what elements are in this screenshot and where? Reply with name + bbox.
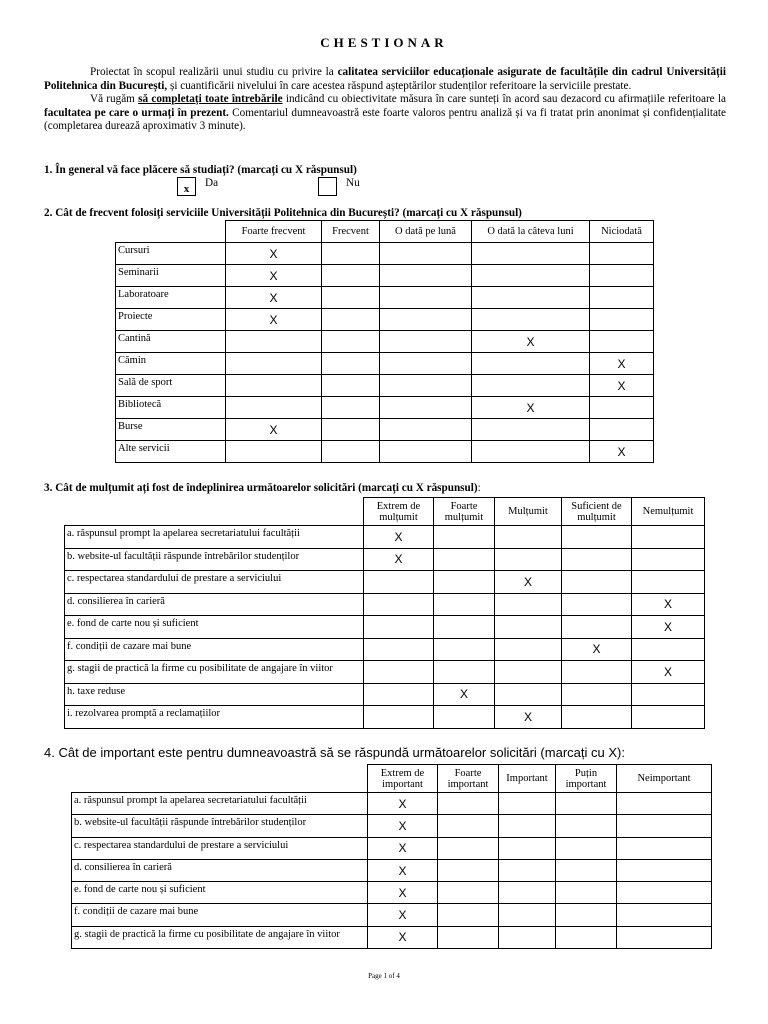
answer-cell[interactable] — [590, 243, 654, 265]
answer-cell[interactable]: X — [632, 616, 705, 639]
answer-cell[interactable]: X — [472, 397, 590, 419]
answer-cell[interactable] — [322, 265, 380, 287]
row-label: e. fond de carte nou și suficient — [65, 616, 364, 639]
answer-cell[interactable] — [499, 882, 556, 904]
answer-cell[interactable] — [556, 837, 617, 859]
table-row — [116, 441, 654, 463]
page-number: Page 1 of 4 — [368, 972, 400, 980]
answer-cell[interactable] — [380, 309, 472, 331]
answer-cell[interactable] — [380, 419, 472, 441]
answer-cell[interactable] — [472, 441, 590, 463]
answer-cell[interactable] — [617, 904, 712, 926]
answer-cell[interactable] — [495, 683, 562, 706]
answer-cell[interactable] — [617, 815, 712, 837]
answer-cell[interactable] — [472, 419, 590, 441]
answer-cell[interactable] — [562, 616, 632, 639]
table-row — [72, 882, 712, 904]
answer-cell[interactable]: X — [368, 926, 438, 948]
row-label: Sală de sport — [116, 375, 226, 397]
table-row — [72, 815, 712, 837]
column-header: Foarte frecvent — [226, 221, 322, 243]
answer-cell[interactable] — [322, 419, 380, 441]
table-row — [65, 548, 705, 571]
answer-cell[interactable] — [617, 837, 712, 859]
table-row — [72, 837, 712, 859]
answer-cell[interactable] — [562, 683, 632, 706]
answer-cell[interactable] — [556, 926, 617, 948]
row-label: h. taxe reduse — [65, 683, 364, 706]
column-header: Extrem de important — [368, 765, 438, 793]
row-label: a. răspunsul prompt la apelarea secretariatului facultății — [72, 793, 368, 815]
answer-cell[interactable]: X — [368, 882, 438, 904]
answer-cell[interactable] — [499, 815, 556, 837]
answer-cell[interactable] — [617, 859, 712, 881]
intro-paragraph-2 — [44, 93, 726, 134]
answer-cell[interactable] — [632, 638, 705, 661]
q2-frequency-table — [115, 220, 654, 463]
question-4-text: 4. Cât de important este pentru dumneavoastră să se răspundă următoarelor solicitări (marcați cu X): — [44, 745, 625, 760]
answer-cell[interactable] — [380, 353, 472, 375]
answer-cell[interactable] — [590, 419, 654, 441]
row-label: g. stagii de practică la firme cu posibilitate de angajare în viitor — [72, 926, 368, 948]
row-label: Burse — [116, 419, 226, 441]
answer-cell[interactable] — [226, 397, 322, 419]
answer-cell[interactable] — [434, 548, 495, 571]
answer-cell[interactable] — [434, 706, 495, 729]
answer-cell[interactable] — [495, 616, 562, 639]
answer-cell[interactable] — [364, 593, 434, 616]
table-row — [72, 904, 712, 926]
answer-cell[interactable] — [499, 926, 556, 948]
answer-cell[interactable] — [562, 593, 632, 616]
row-label: a. răspunsul prompt la apelarea secretariatului facultății — [65, 526, 364, 549]
answer-cell[interactable]: X — [472, 331, 590, 353]
intro-p2-a: Vă rugăm — [90, 93, 139, 105]
answer-cell[interactable]: X — [368, 837, 438, 859]
answer-cell[interactable] — [562, 706, 632, 729]
column-header: O dată pe lună — [380, 221, 472, 243]
answer-cell[interactable] — [472, 243, 590, 265]
answer-cell[interactable] — [434, 571, 495, 594]
table-row — [116, 375, 654, 397]
answer-cell[interactable] — [380, 243, 472, 265]
answer-cell[interactable]: X — [368, 793, 438, 815]
answer-cell[interactable] — [438, 904, 499, 926]
answer-cell[interactable] — [380, 441, 472, 463]
answer-cell[interactable] — [322, 309, 380, 331]
answer-cell[interactable]: X — [590, 441, 654, 463]
answer-cell[interactable] — [632, 571, 705, 594]
table-row — [116, 309, 654, 331]
column-header: Important — [499, 765, 556, 793]
answer-cell[interactable] — [438, 882, 499, 904]
answer-cell[interactable] — [590, 397, 654, 419]
answer-cell[interactable] — [322, 397, 380, 419]
answer-cell[interactable] — [617, 926, 712, 948]
answer-cell[interactable]: X — [590, 353, 654, 375]
question-3-suffix: : — [477, 482, 481, 494]
answer-cell[interactable] — [380, 287, 472, 309]
answer-cell[interactable] — [364, 616, 434, 639]
answer-cell[interactable]: X — [434, 683, 495, 706]
answer-cell[interactable] — [226, 375, 322, 397]
intro-p2-bold: facultatea pe care o urmați în prezent. — [44, 106, 229, 119]
table-row — [116, 419, 654, 441]
answer-cell[interactable] — [590, 331, 654, 353]
answer-cell[interactable]: X — [632, 593, 705, 616]
answer-cell[interactable] — [495, 593, 562, 616]
answer-cell[interactable] — [380, 375, 472, 397]
row-label: c. respectarea standardului de prestare a serviciului — [72, 837, 368, 859]
table-row — [116, 243, 654, 265]
answer-cell[interactable] — [380, 397, 472, 419]
column-header: Niciodată — [590, 221, 654, 243]
column-header: Foarte mulțumit — [434, 498, 495, 526]
answer-cell[interactable] — [632, 548, 705, 571]
answer-cell[interactable] — [438, 926, 499, 948]
question-2-text: 2. Cât de frecvent folosiți serviciile Universității Politehnica din București? (marcați cu X răspunsul) — [44, 207, 522, 219]
q4-corner — [72, 765, 368, 793]
intro-p1-a: Proiectat în scopul realizării unui studiu cu privire la — [90, 66, 338, 78]
answer-cell[interactable] — [590, 265, 654, 287]
table-row — [116, 331, 654, 353]
table-row — [116, 287, 654, 309]
answer-cell[interactable] — [617, 793, 712, 815]
table-row — [65, 526, 705, 549]
table-row — [65, 638, 705, 661]
answer-cell[interactable] — [322, 287, 380, 309]
answer-cell[interactable]: X — [226, 265, 322, 287]
answer-cell[interactable] — [499, 904, 556, 926]
row-label: e. fond de carte nou și suficient — [72, 882, 368, 904]
answer-cell[interactable] — [499, 859, 556, 881]
answer-cell[interactable] — [438, 837, 499, 859]
question-1-text: 1. În general vă face plăcere să studiați? (marcați cu X răspunsul) — [44, 164, 357, 176]
answer-cell[interactable]: X — [495, 706, 562, 729]
answer-cell[interactable] — [632, 706, 705, 729]
answer-cell[interactable]: X — [562, 638, 632, 661]
answer-cell[interactable] — [364, 638, 434, 661]
q4-importance-table — [71, 764, 712, 949]
answer-cell[interactable] — [472, 265, 590, 287]
row-label: c. respectarea standardului de prestare a serviciului — [65, 571, 364, 594]
intro-text — [44, 66, 726, 134]
answer-cell[interactable] — [438, 793, 499, 815]
answer-cell[interactable] — [472, 309, 590, 331]
row-label: f. condiții de cazare mai bune — [72, 904, 368, 926]
intro-p1-c: și cuantificării nivelului în care acestea răspund așteptărilor studenților referitoare la serviciile prestate. — [167, 79, 632, 92]
row-label: i. rezolvarea promptă a reclamațiilor — [65, 706, 364, 729]
intro-paragraph-1 — [44, 66, 726, 93]
answer-cell[interactable] — [322, 441, 380, 463]
answer-cell[interactable]: X — [368, 859, 438, 881]
q2-corner — [116, 221, 226, 243]
answer-cell[interactable] — [438, 859, 499, 881]
row-label: b. website-ul facultății răspunde întrebărilor studenților — [65, 548, 364, 571]
answer-cell[interactable] — [472, 287, 590, 309]
q1-option-nu-label: Nu — [346, 177, 360, 189]
intro-p2-c: indicând cu obiectivitate măsura în care sunteți în acord sau dezacord cu afirmațiile referitoare la — [282, 93, 726, 105]
question-3-text — [44, 482, 481, 494]
row-label: Laboratoare — [116, 287, 226, 309]
answer-cell[interactable] — [322, 331, 380, 353]
answer-cell[interactable] — [632, 526, 705, 549]
answer-cell[interactable] — [499, 793, 556, 815]
table-row — [65, 661, 705, 684]
column-header: Frecvent — [322, 221, 380, 243]
answer-cell[interactable] — [495, 661, 562, 684]
intro-p2-e: Comentariul dumneavoastră este foarte valoros pentru analiză și va fi tratat prin anonimat și confidențialitate (completarea durează aproximativ 3 minute). — [44, 106, 726, 132]
answer-cell[interactable]: X — [226, 287, 322, 309]
q1-option-da-checkbox[interactable]: x — [177, 177, 196, 196]
column-header: Extrem de mulțumit — [364, 498, 434, 526]
column-header: Foarte important — [438, 765, 499, 793]
answer-cell[interactable] — [434, 593, 495, 616]
column-header: Puțin important — [556, 765, 617, 793]
answer-cell[interactable] — [364, 571, 434, 594]
page-title: CHESTIONAR — [320, 35, 448, 50]
answer-cell[interactable] — [434, 638, 495, 661]
answer-cell[interactable] — [434, 526, 495, 549]
answer-cell[interactable] — [322, 243, 380, 265]
answer-cell[interactable] — [562, 571, 632, 594]
intro-p1-bold: calitatea serviciilor educaționale asigurate de facultățile din cadrul Universității Politehnica din București, — [44, 66, 726, 92]
answer-cell[interactable] — [472, 375, 590, 397]
answer-cell[interactable]: X — [364, 526, 434, 549]
answer-cell[interactable] — [364, 706, 434, 729]
table-row — [72, 859, 712, 881]
column-header: O dată la câteva luni — [472, 221, 590, 243]
answer-cell[interactable] — [632, 683, 705, 706]
answer-cell[interactable] — [495, 638, 562, 661]
answer-cell[interactable] — [556, 815, 617, 837]
answer-cell[interactable] — [590, 309, 654, 331]
answer-cell[interactable] — [226, 331, 322, 353]
answer-cell[interactable] — [562, 548, 632, 571]
answer-cell[interactable] — [562, 526, 632, 549]
answer-cell[interactable] — [364, 683, 434, 706]
answer-cell[interactable] — [322, 353, 380, 375]
intro-p2-underlined: să completați toate întrebările — [138, 93, 283, 105]
answer-cell[interactable] — [495, 526, 562, 549]
column-header: Suficient de mulțumit — [562, 498, 632, 526]
answer-cell[interactable]: X — [364, 548, 434, 571]
q3-satisfaction-table — [64, 497, 705, 729]
column-header: Neimportant — [617, 765, 712, 793]
answer-cell[interactable] — [226, 353, 322, 375]
answer-cell[interactable] — [438, 815, 499, 837]
row-label: Alte servicii — [116, 441, 226, 463]
answer-cell[interactable] — [322, 375, 380, 397]
answer-cell[interactable]: X — [368, 904, 438, 926]
row-label: f. condiții de cazare mai bune — [65, 638, 364, 661]
answer-cell[interactable] — [434, 661, 495, 684]
answer-cell[interactable] — [499, 837, 556, 859]
table-row — [116, 353, 654, 375]
answer-cell[interactable] — [364, 661, 434, 684]
answer-cell[interactable] — [472, 353, 590, 375]
answer-cell[interactable]: X — [632, 661, 705, 684]
q3-corner — [65, 498, 364, 526]
table-row — [65, 571, 705, 594]
answer-cell[interactable] — [562, 661, 632, 684]
answer-cell[interactable] — [434, 616, 495, 639]
row-label: Cămin — [116, 353, 226, 375]
answer-cell[interactable] — [226, 441, 322, 463]
answer-cell[interactable]: X — [226, 419, 322, 441]
answer-cell[interactable]: X — [226, 309, 322, 331]
answer-cell[interactable] — [556, 793, 617, 815]
answer-cell[interactable] — [556, 904, 617, 926]
row-label: Cantină — [116, 331, 226, 353]
answer-cell[interactable]: X — [226, 243, 322, 265]
row-label: g. stagii de practică la firme cu posibilitate de angajare în viitor — [65, 661, 364, 684]
row-label: Cursuri — [116, 243, 226, 265]
column-header: Mulțumit — [495, 498, 562, 526]
table-row — [116, 265, 654, 287]
column-header: Nemulțumit — [632, 498, 705, 526]
answer-cell[interactable] — [617, 882, 712, 904]
answer-cell[interactable] — [380, 331, 472, 353]
q1-option-da-label: Da — [205, 177, 219, 189]
row-label: d. consilierea în carieră — [72, 859, 368, 881]
row-label: Proiecte — [116, 309, 226, 331]
answer-cell[interactable] — [380, 265, 472, 287]
table-row — [65, 706, 705, 729]
table-row — [72, 926, 712, 948]
row-label: b. website-ul facultății răspunde întrebărilor studenților — [72, 815, 368, 837]
answer-cell[interactable]: X — [368, 815, 438, 837]
answer-cell[interactable] — [495, 548, 562, 571]
answer-cell[interactable]: X — [495, 571, 562, 594]
question-3-main: 3. Cât de mulțumit ați fost de îndeplinirea următoarelor solicitări (marcați cu X răspunsul) — [44, 482, 478, 494]
table-row — [65, 683, 705, 706]
row-label: d. consilierea în carieră — [65, 593, 364, 616]
answer-cell[interactable] — [590, 287, 654, 309]
answer-cell[interactable] — [556, 859, 617, 881]
row-label: Bibliotecă — [116, 397, 226, 419]
q1-option-nu-checkbox[interactable] — [318, 177, 337, 196]
table-row — [65, 593, 705, 616]
answer-cell[interactable]: X — [590, 375, 654, 397]
table-row — [72, 793, 712, 815]
answer-cell[interactable] — [556, 882, 617, 904]
table-row — [65, 616, 705, 639]
row-label: Seminarii — [116, 265, 226, 287]
table-row — [116, 397, 654, 419]
